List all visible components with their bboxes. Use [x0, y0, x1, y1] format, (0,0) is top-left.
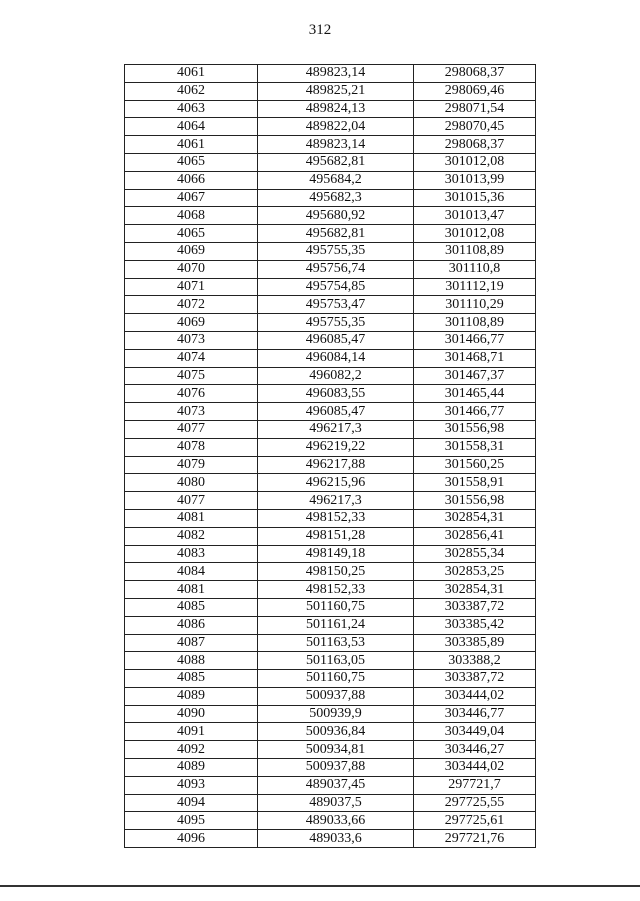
y-coordinate-cell: 303385,42 [414, 616, 536, 634]
table-row [125, 670, 536, 688]
table-row [125, 723, 536, 741]
x-coordinate-cell: 500934,81 [258, 741, 414, 759]
table-row [125, 82, 536, 100]
table-row [125, 136, 536, 154]
table-row [125, 296, 536, 314]
table-row [125, 705, 536, 723]
point-number-cell: 4081 [125, 581, 258, 599]
y-coordinate-cell: 301558,91 [414, 474, 536, 492]
y-coordinate-cell: 301110,29 [414, 296, 536, 314]
y-coordinate-cell: 301110,8 [414, 260, 536, 278]
table-row [125, 492, 536, 510]
x-coordinate-cell: 495680,92 [258, 207, 414, 225]
point-number-cell: 4065 [125, 225, 258, 243]
table-row [125, 812, 536, 830]
y-coordinate-cell: 297725,55 [414, 794, 536, 812]
y-coordinate-cell: 303387,72 [414, 598, 536, 616]
point-number-cell: 4093 [125, 776, 258, 794]
x-coordinate-cell: 489825,21 [258, 82, 414, 100]
point-number-cell: 4091 [125, 723, 258, 741]
x-coordinate-cell: 498149,18 [258, 545, 414, 563]
y-coordinate-cell: 303385,89 [414, 634, 536, 652]
x-coordinate-cell: 489824,13 [258, 100, 414, 118]
point-number-cell: 4074 [125, 349, 258, 367]
y-coordinate-cell: 297725,61 [414, 812, 536, 830]
x-coordinate-cell: 495756,74 [258, 260, 414, 278]
point-number-cell: 4073 [125, 331, 258, 349]
x-coordinate-cell: 496085,47 [258, 403, 414, 421]
y-coordinate-cell: 302853,25 [414, 563, 536, 581]
table-row [125, 545, 536, 563]
table-row [125, 563, 536, 581]
x-coordinate-cell: 489823,14 [258, 136, 414, 154]
x-coordinate-cell: 495755,35 [258, 314, 414, 332]
table-row [125, 65, 536, 83]
table-row [125, 153, 536, 171]
table-row [125, 687, 536, 705]
y-coordinate-cell: 301467,37 [414, 367, 536, 385]
y-coordinate-cell: 303446,27 [414, 741, 536, 759]
x-coordinate-cell: 501161,24 [258, 616, 414, 634]
y-coordinate-cell: 301112,19 [414, 278, 536, 296]
x-coordinate-cell: 495755,35 [258, 242, 414, 260]
point-number-cell: 4075 [125, 367, 258, 385]
x-coordinate-cell: 496082,2 [258, 367, 414, 385]
y-coordinate-cell: 298070,45 [414, 118, 536, 136]
point-number-cell: 4073 [125, 403, 258, 421]
y-coordinate-cell: 302854,31 [414, 509, 536, 527]
y-coordinate-cell: 301466,77 [414, 331, 536, 349]
table-row [125, 242, 536, 260]
y-coordinate-cell: 297721,76 [414, 830, 536, 848]
y-coordinate-cell: 301012,08 [414, 225, 536, 243]
y-coordinate-cell: 303446,77 [414, 705, 536, 723]
y-coordinate-cell: 301013,47 [414, 207, 536, 225]
table-row [125, 403, 536, 421]
x-coordinate-cell: 500939,9 [258, 705, 414, 723]
point-number-cell: 4094 [125, 794, 258, 812]
table-row [125, 741, 536, 759]
point-number-cell: 4065 [125, 153, 258, 171]
page-number: 312 [308, 22, 332, 38]
point-number-cell: 4085 [125, 598, 258, 616]
point-number-cell: 4088 [125, 652, 258, 670]
coordinates-table [124, 64, 536, 848]
table-row [125, 474, 536, 492]
y-coordinate-cell: 301012,08 [414, 153, 536, 171]
y-coordinate-cell: 303444,02 [414, 759, 536, 777]
coordinates-table-body [125, 65, 536, 848]
point-number-cell: 4090 [125, 705, 258, 723]
table-row [125, 314, 536, 332]
x-coordinate-cell: 489823,14 [258, 65, 414, 83]
y-coordinate-cell: 301013,99 [414, 171, 536, 189]
y-coordinate-cell: 301556,98 [414, 492, 536, 510]
y-coordinate-cell: 301108,89 [414, 314, 536, 332]
x-coordinate-cell: 496083,55 [258, 385, 414, 403]
point-number-cell: 4068 [125, 207, 258, 225]
table-row [125, 189, 536, 207]
y-coordinate-cell: 303444,02 [414, 687, 536, 705]
table-row [125, 260, 536, 278]
x-coordinate-cell: 495684,2 [258, 171, 414, 189]
point-number-cell: 4076 [125, 385, 258, 403]
x-coordinate-cell: 498150,25 [258, 563, 414, 581]
x-coordinate-cell: 496085,47 [258, 331, 414, 349]
table-row [125, 367, 536, 385]
point-number-cell: 4089 [125, 759, 258, 777]
table-row [125, 171, 536, 189]
point-number-cell: 4072 [125, 296, 258, 314]
table-row [125, 581, 536, 599]
x-coordinate-cell: 496217,3 [258, 420, 414, 438]
y-coordinate-cell: 301465,44 [414, 385, 536, 403]
y-coordinate-cell: 301560,25 [414, 456, 536, 474]
y-coordinate-cell: 302855,34 [414, 545, 536, 563]
point-number-cell: 4078 [125, 438, 258, 456]
table-row [125, 331, 536, 349]
point-number-cell: 4069 [125, 242, 258, 260]
point-number-cell: 4069 [125, 314, 258, 332]
y-coordinate-cell: 301015,36 [414, 189, 536, 207]
x-coordinate-cell: 489822,04 [258, 118, 414, 136]
x-coordinate-cell: 501163,05 [258, 652, 414, 670]
x-coordinate-cell: 496217,88 [258, 456, 414, 474]
x-coordinate-cell: 498151,28 [258, 527, 414, 545]
table-row [125, 100, 536, 118]
point-number-cell: 4083 [125, 545, 258, 563]
point-number-cell: 4071 [125, 278, 258, 296]
x-coordinate-cell: 495682,81 [258, 153, 414, 171]
table-row [125, 598, 536, 616]
x-coordinate-cell: 496215,96 [258, 474, 414, 492]
point-number-cell: 4079 [125, 456, 258, 474]
point-number-cell: 4061 [125, 136, 258, 154]
y-coordinate-cell: 303387,72 [414, 670, 536, 688]
table-row [125, 794, 536, 812]
point-number-cell: 4081 [125, 509, 258, 527]
y-coordinate-cell: 301468,71 [414, 349, 536, 367]
point-number-cell: 4095 [125, 812, 258, 830]
y-coordinate-cell: 301558,31 [414, 438, 536, 456]
table-row [125, 278, 536, 296]
x-coordinate-cell: 489033,6 [258, 830, 414, 848]
table-row [125, 509, 536, 527]
point-number-cell: 4080 [125, 474, 258, 492]
table-row [125, 420, 536, 438]
table-row [125, 616, 536, 634]
x-coordinate-cell: 501160,75 [258, 598, 414, 616]
x-coordinate-cell: 500936,84 [258, 723, 414, 741]
y-coordinate-cell: 301108,89 [414, 242, 536, 260]
x-coordinate-cell: 489037,5 [258, 794, 414, 812]
point-number-cell: 4066 [125, 171, 258, 189]
point-number-cell: 4062 [125, 82, 258, 100]
point-number-cell: 4064 [125, 118, 258, 136]
x-coordinate-cell: 489033,66 [258, 812, 414, 830]
point-number-cell: 4077 [125, 492, 258, 510]
point-number-cell: 4082 [125, 527, 258, 545]
table-row [125, 385, 536, 403]
page-bottom-rule [0, 885, 640, 887]
table-row [125, 652, 536, 670]
point-number-cell: 4092 [125, 741, 258, 759]
x-coordinate-cell: 500937,88 [258, 687, 414, 705]
table-row [125, 527, 536, 545]
table-row [125, 225, 536, 243]
y-coordinate-cell: 303449,04 [414, 723, 536, 741]
y-coordinate-cell: 297721,7 [414, 776, 536, 794]
x-coordinate-cell: 501160,75 [258, 670, 414, 688]
point-number-cell: 4086 [125, 616, 258, 634]
table-row [125, 759, 536, 777]
point-number-cell: 4087 [125, 634, 258, 652]
x-coordinate-cell: 498152,33 [258, 509, 414, 527]
point-number-cell: 4084 [125, 563, 258, 581]
table-row [125, 456, 536, 474]
x-coordinate-cell: 501163,53 [258, 634, 414, 652]
x-coordinate-cell: 495754,85 [258, 278, 414, 296]
y-coordinate-cell: 301556,98 [414, 420, 536, 438]
point-number-cell: 4096 [125, 830, 258, 848]
x-coordinate-cell: 495682,3 [258, 189, 414, 207]
y-coordinate-cell: 301466,77 [414, 403, 536, 421]
y-coordinate-cell: 303388,2 [414, 652, 536, 670]
y-coordinate-cell: 298071,54 [414, 100, 536, 118]
point-number-cell: 4077 [125, 420, 258, 438]
x-coordinate-cell: 495682,81 [258, 225, 414, 243]
point-number-cell: 4061 [125, 65, 258, 83]
table-row [125, 776, 536, 794]
point-number-cell: 4085 [125, 670, 258, 688]
table-row [125, 830, 536, 848]
y-coordinate-cell: 298068,37 [414, 65, 536, 83]
point-number-cell: 4089 [125, 687, 258, 705]
x-coordinate-cell: 489037,45 [258, 776, 414, 794]
table-row [125, 349, 536, 367]
table-row [125, 634, 536, 652]
point-number-cell: 4070 [125, 260, 258, 278]
x-coordinate-cell: 496084,14 [258, 349, 414, 367]
x-coordinate-cell: 496217,3 [258, 492, 414, 510]
table-row [125, 438, 536, 456]
point-number-cell: 4067 [125, 189, 258, 207]
table-row [125, 207, 536, 225]
x-coordinate-cell: 498152,33 [258, 581, 414, 599]
y-coordinate-cell: 298069,46 [414, 82, 536, 100]
point-number-cell: 4063 [125, 100, 258, 118]
x-coordinate-cell: 496219,22 [258, 438, 414, 456]
table-row [125, 118, 536, 136]
y-coordinate-cell: 302856,41 [414, 527, 536, 545]
x-coordinate-cell: 500937,88 [258, 759, 414, 777]
y-coordinate-cell: 302854,31 [414, 581, 536, 599]
y-coordinate-cell: 298068,37 [414, 136, 536, 154]
x-coordinate-cell: 495753,47 [258, 296, 414, 314]
